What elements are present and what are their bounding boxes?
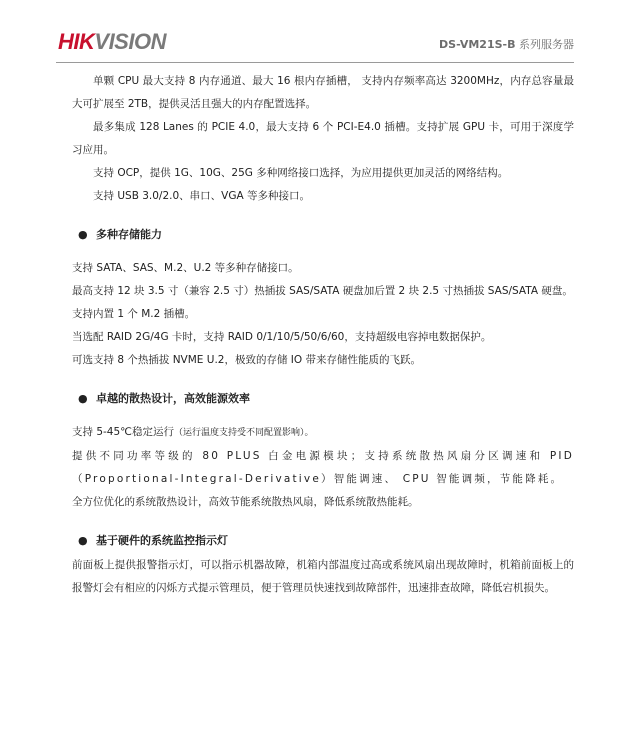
document-body [72,70,574,600]
temperature-text: 支持 5-45℃稳定运行 [72,426,174,438]
page-header [56,28,574,63]
storage-heading [72,223,574,246]
model-code: DS-VM21S-B [439,38,516,51]
storage-line: 支持内置 1 个 M.2 插槽。 [72,308,196,320]
bullet-icon: ● [78,228,88,241]
logo-text-vision: VISION [94,29,166,54]
monitor-paragraph: 前面板上提供报警指示灯，可以指示机器故障，机箱内部温度过高或系统风扇出现故障时，机箱前面板上的报警灯会有相应的闪烁方式提示管理员，便于管理员快速找到故障部件，迅速排查故障，降低宕机损失。 [72,559,574,594]
spacer [72,246,574,257]
storage-line: 当选配 RAID 2G/4G 卡时，支持 RAID 0/1/10/5/50/6/60，支持超级电容掉电数据保护。 [72,331,492,343]
bullet-icon: ● [78,534,88,547]
psu-paragraph: 提供不同功率等级的 80 PLUS 白金电源模块；支持系统散热风扇分区调速和 PID（Proportional-Integral-Derivative）智能调速、 CPU 智能调频，节能降耗。 [72,450,574,485]
usb-paragraph: 支持 USB 3.0/2.0、串口、VGA 等多种接口。 [93,190,311,202]
model-suffix: 系列服务器 [515,38,574,51]
hikvision-logo [58,30,166,54]
pcie-paragraph: 最多集成 128 Lanes 的 PCIE 4.0，最大支持 6 个 PCI-E4.0 插槽。支持扩展 GPU 卡，可用于深度学习应用。 [72,121,574,156]
spacer [72,208,574,223]
temperature-line [72,421,574,445]
bullet-icon: ● [78,392,88,405]
spacer [72,372,574,387]
model-title [439,38,574,52]
thermal-heading-text: 卓越的散热设计，高效能源效率 [96,392,250,405]
spacer [72,410,574,421]
monitor-heading-text: 基于硬件的系统监控指示灯 [96,534,228,547]
ocp-paragraph: 支持 OCP，提供 1G、10G、25G 多种网络接口选择，为应用提供更加灵活的网络结构。 [93,167,509,179]
monitor-heading [72,529,574,552]
spacer [72,514,574,529]
storage-line: 可选支持 8 个热插拔 NVME U.2，极致的存储 IO 带来存储性能质的飞跃。 [72,354,422,366]
thermal-heading [72,387,574,410]
storage-heading-text: 多种存储能力 [96,228,162,241]
temperature-note: （运行温度支持受不同配置影响）。 [173,428,314,438]
memory-paragraph: 单颗 CPU 最大支持 8 内存通道、最大 16 根内存插槽， 支持内存频率高达 3200MHz，内存总容量最大可扩展至 2TB，提供灵活且强大的内存配置选择。 [72,75,574,110]
storage-line: 支持 SATA、SAS、M.2、U.2 等多种存储接口。 [72,262,299,274]
storage-line: 最高支持 12 块 3.5 寸（兼容 2.5 寸）热插拔 SAS/SATA 硬盘加后置 2 块 2.5 寸热插拔 SAS/SATA 硬盘。 [72,285,573,297]
fan-line: 全方位优化的系统散热设计，高效节能系统散热风扇，降低系统散热能耗。 [72,496,419,508]
logo-text-hik: HIK [58,29,95,54]
